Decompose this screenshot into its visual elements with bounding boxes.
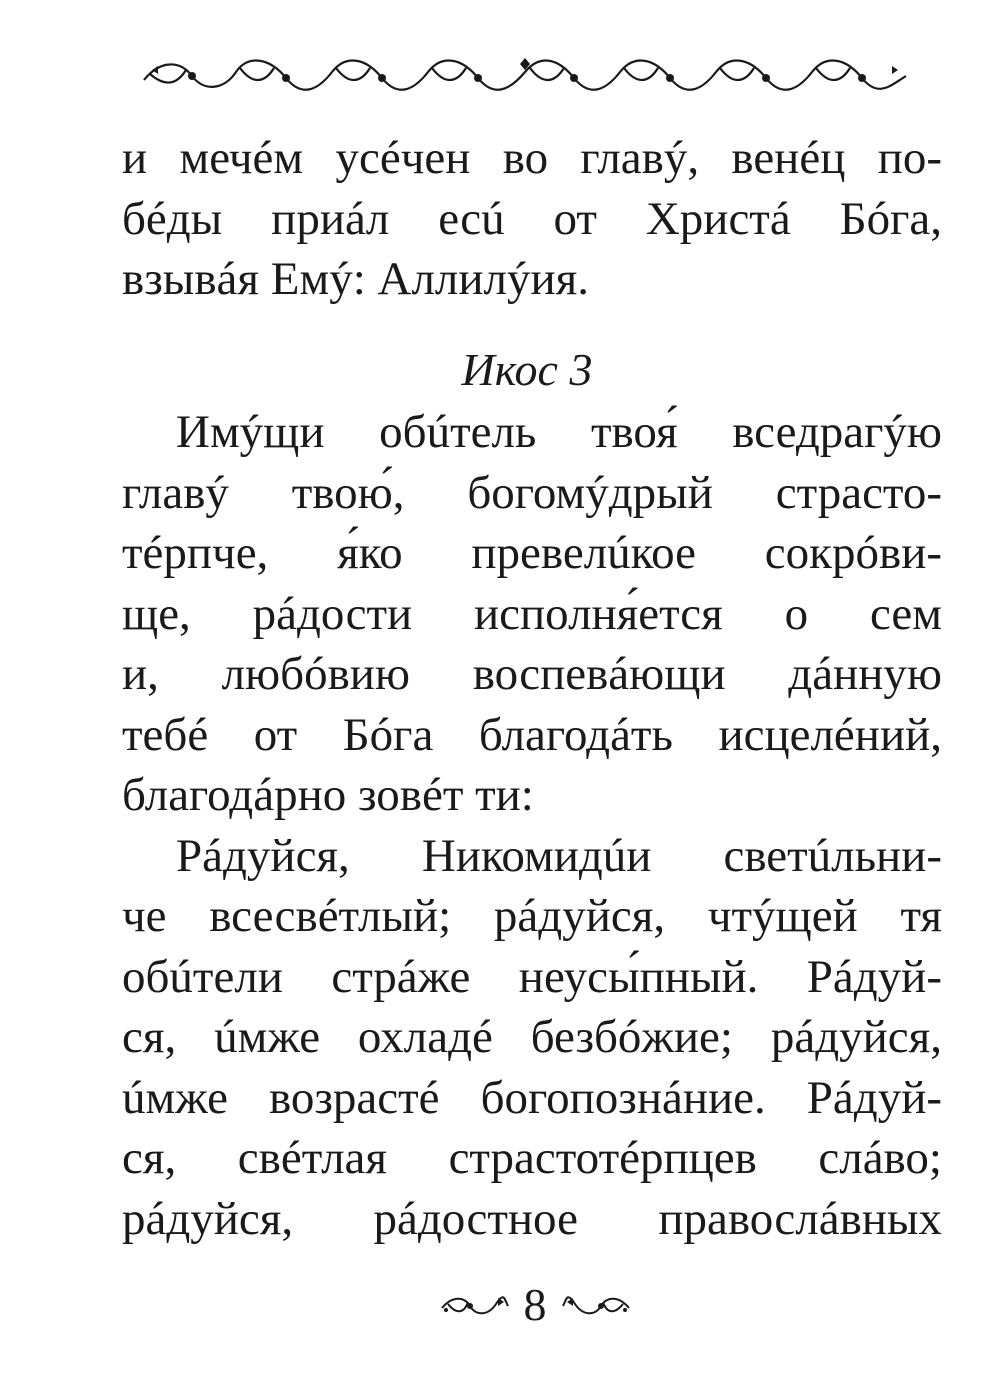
paragraph-2-line: Имýщи обúтель твоя́ вседрагýю [176, 406, 942, 458]
paragraph-3-line: ся, úмже охладé безбóжие; рáдуйся, [122, 1011, 942, 1063]
paragraph-3-line: обúтели стрáже неусы́пный. Рáдуй- [122, 950, 942, 1003]
paragraph-3-line: ся, свéтлая страстотéрпцев слáво; [122, 1132, 942, 1184]
paragraph-1-line: взывáя Емý: Аллилýия. [122, 253, 589, 305]
page-number: 8 [523, 1279, 547, 1330]
paragraph-2-line: благодáрно зовéт ти: [122, 769, 534, 821]
ikos-heading: Икос 3 [461, 343, 593, 395]
page-footer [0, 1275, 1000, 1335]
paragraph-3-line: Рáдуйся, Никомидúи светúльни- [176, 829, 942, 882]
paragraph-1-line: бéды приáл есú от Христá Бóга, [122, 192, 942, 245]
floral-border-ornament-icon [140, 56, 910, 92]
paragraph-2-line: и, любóвию воспевáющи дáнную [122, 648, 942, 700]
small-floral-ornament-left-icon [438, 1292, 510, 1318]
paragraph-3-line: рáдуйся, рáдостное правослáвных [122, 1192, 942, 1245]
text-body [122, 128, 942, 1249]
paragraph-1-line: и мечéм усéчен во главý, венéц по- [122, 132, 942, 184]
paragraph-2-line: тебé от Бóга благодáть исцелéний, [122, 708, 942, 761]
paragraph-2-line: тéрпче, я́ко превелúкое сокрóви- [122, 527, 942, 579]
paragraph-2-line: главý твою́, богомýдрый страсто- [122, 466, 942, 519]
paragraph-3-line: úмже возрастé богопознáние. Рáдуй- [122, 1071, 942, 1124]
small-floral-ornament-right-icon [561, 1292, 633, 1318]
paragraph-3-line: че всесвéтлый; рáдуйся, чтýщей тя [122, 890, 942, 942]
paragraph-2-line: ще, рáдости исполня́ется о сем [122, 587, 942, 640]
